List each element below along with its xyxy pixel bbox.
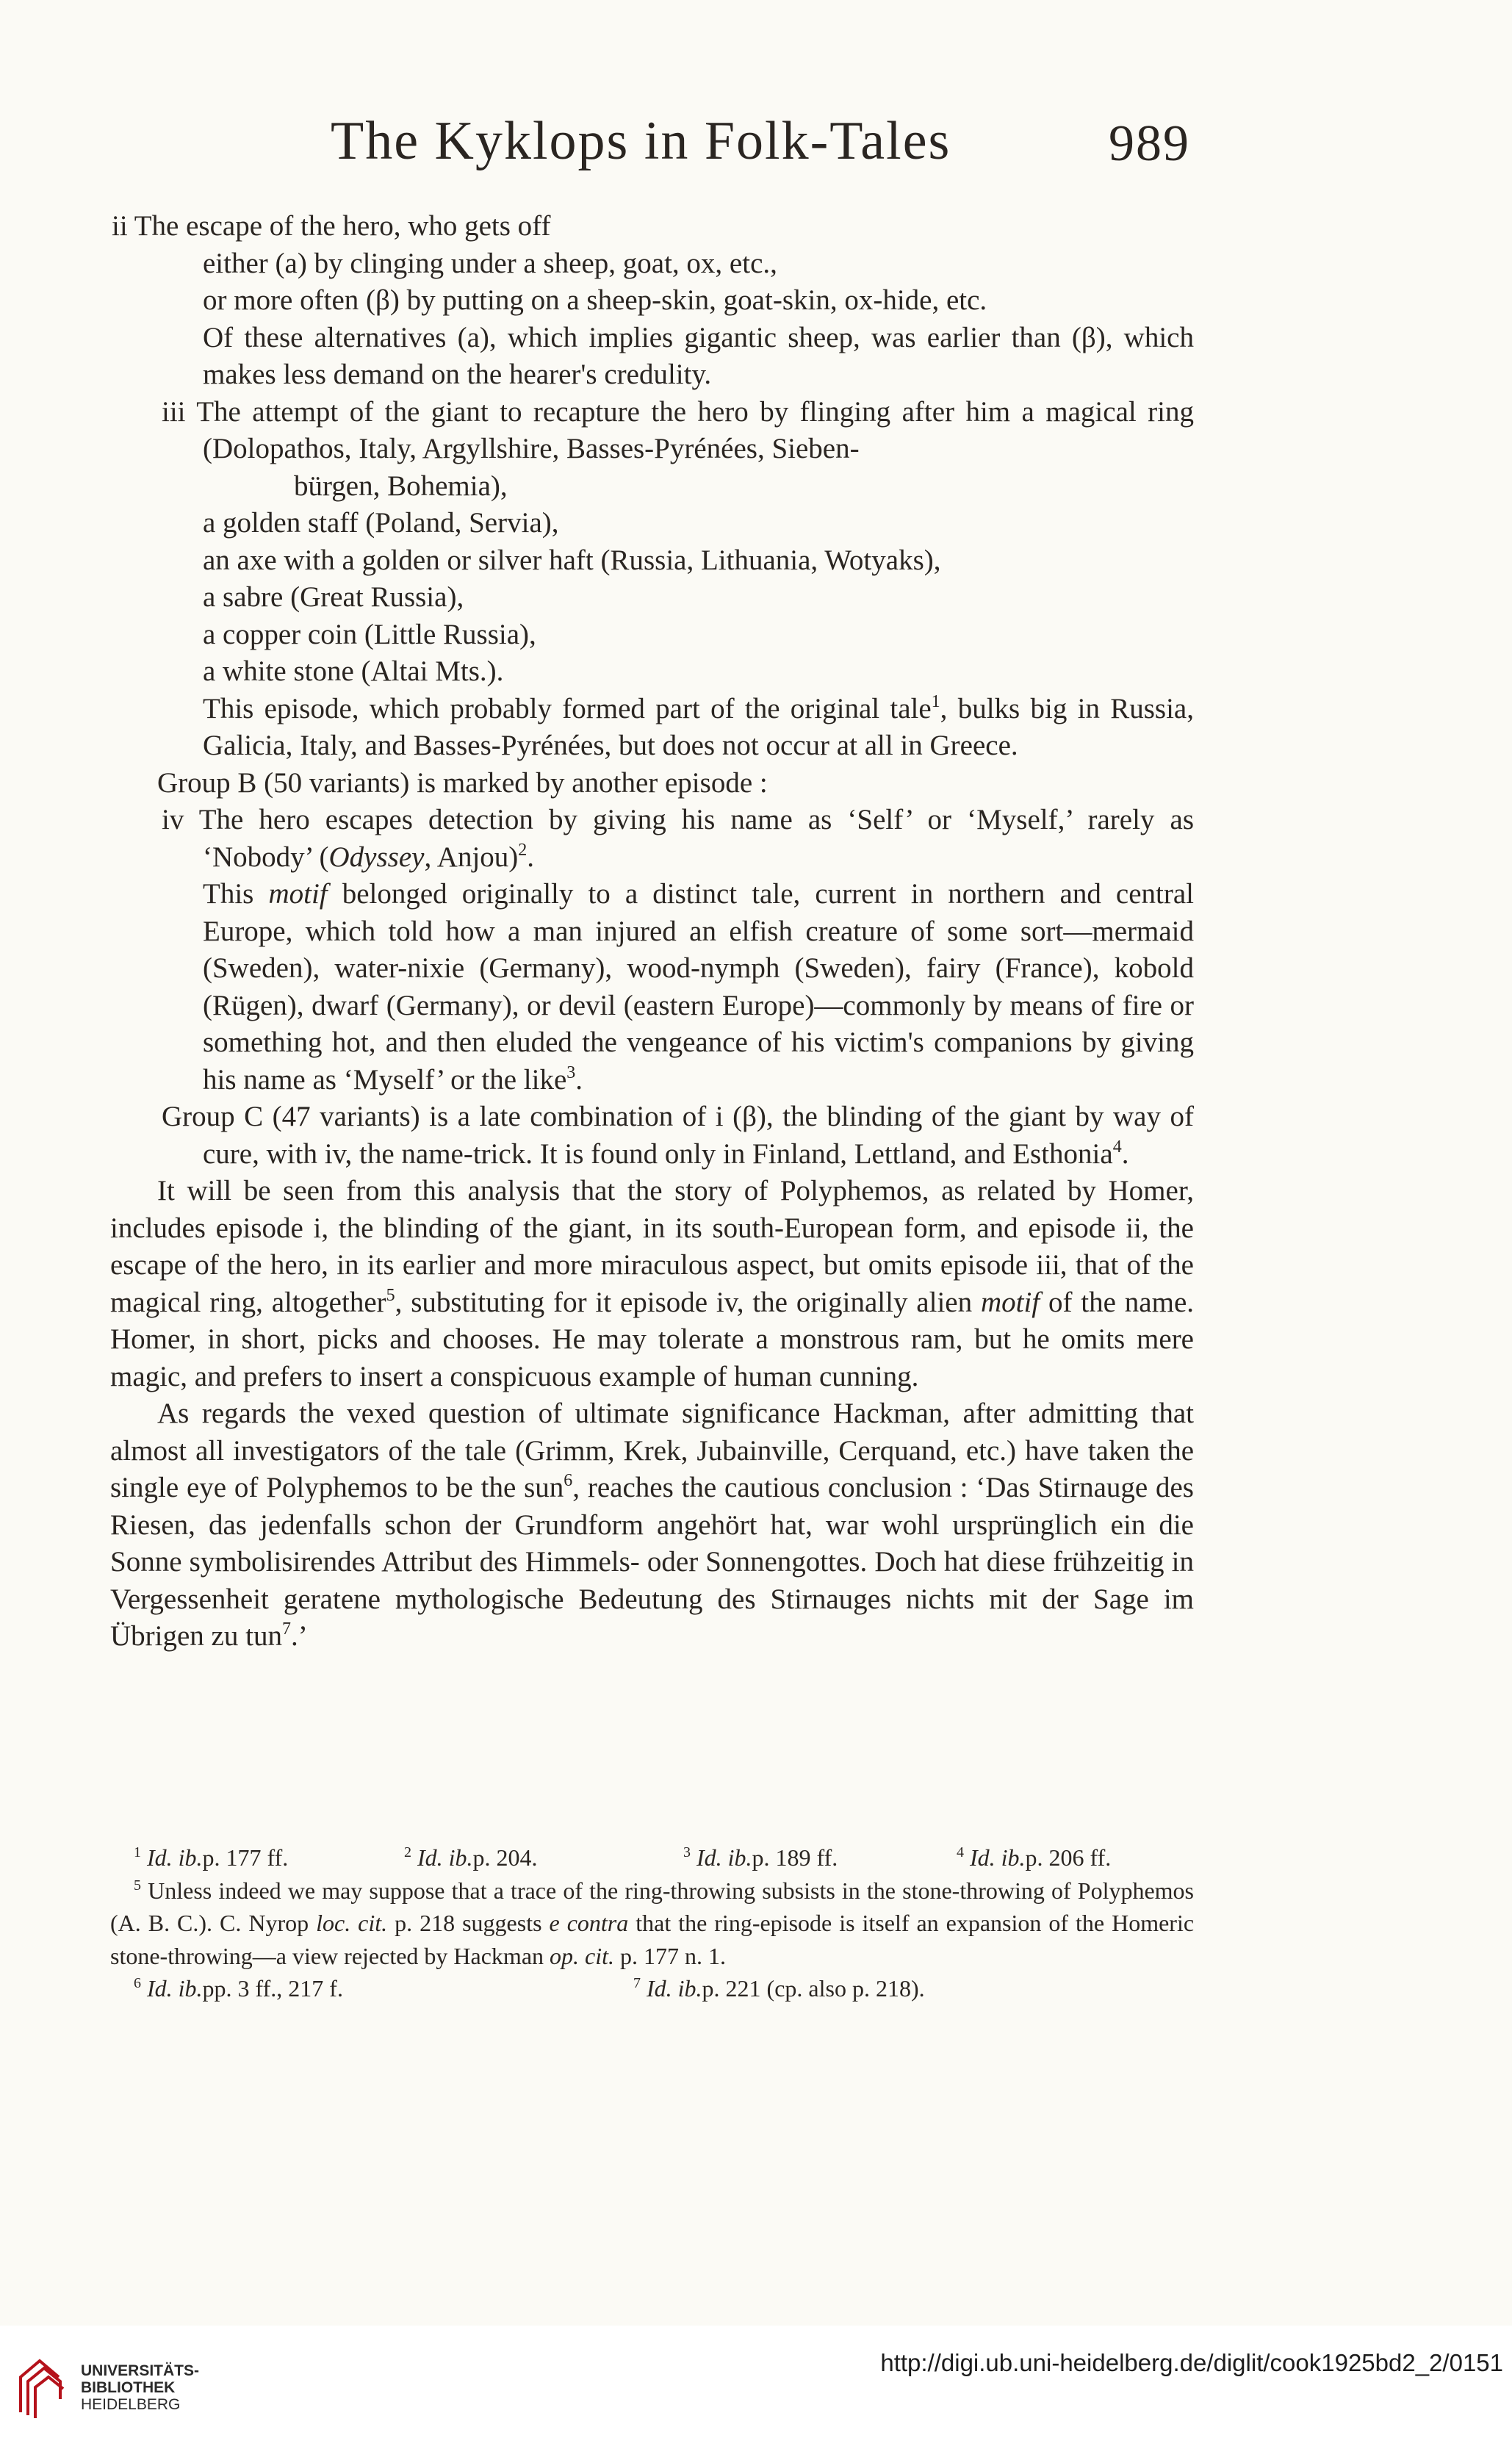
item-iii-cont: bürgen, Bohemia), xyxy=(294,470,508,502)
item-iii-axe: an axe with a golden or silver haft (Russia, Lithuania, Wotyaks), xyxy=(203,544,941,576)
footnote-ref: 2 xyxy=(518,840,528,860)
item-ii-comment: Of these alternatives (a), which implies gigantic sheep, was earlier than (β), which makes less demand on the hearer's credulity. xyxy=(203,321,1194,390)
footnote-7: 7 Id. ib.p. 221 (cp. also p. 218). xyxy=(633,1975,925,2002)
heidelberg-library-logo-icon xyxy=(15,2355,68,2421)
item-ii-heading: ii The escape of the hero, who gets off xyxy=(112,210,551,242)
library-name: UNIVERSITÄTS- BIBLIOTHEK HEIDELBERG xyxy=(81,2362,200,2413)
footnotes-row-3 xyxy=(110,1972,1194,2005)
footnote-5: $^5$ Unless indeed we may suppose that a trace of the ring-throwing subsists in the stone-throwing of Polyphemos (A. B. C.). C. Nyrop loc. cit. p. 218 suggests e contra that the ring-episode is itself an expansion of the Homeric stone-throwing—a view rejected by Hackman op. cit. p. 177 n. 1. xyxy=(110,1877,1195,1969)
footnotes-row-1 xyxy=(110,1841,1194,1874)
page-header xyxy=(110,110,1190,184)
main-text xyxy=(110,208,1194,1655)
footnote-3: 3 Id. ib.p. 189 ff. xyxy=(683,1844,838,1871)
footnote-ref: 3 xyxy=(566,1062,576,1082)
item-ii-alt-b: or more often (β) by putting on a sheep-skin, goat-skin, ox-hide, etc. xyxy=(203,284,987,316)
group-c-paragraph: Group C (47 variants) is a late combination of i (β), the blinding of the giant by way of cure, with iv, the name-trick. It is found only in Finland, Lettland, and Esthonia$^4$. xyxy=(162,1101,1194,1170)
page-number: 989 xyxy=(1109,115,1190,172)
item-iii-stone: a white stone (Altai Mts.). xyxy=(203,655,504,687)
item-iii-staff: a golden staff (Poland, Servia), xyxy=(203,507,559,539)
item-iii-sabre: a sabre (Great Russia), xyxy=(203,581,464,613)
footnote-ref: 6 xyxy=(564,1471,573,1490)
item-iv-comment: This motif belonged originally to a distinct tale, current in northern and central Europe, which told how a man injured an elfish creature of some sort—mermaid (Sweden), water-nixie (Germany), wood-nymph (Sweden), fairy (France), kobold (Rügen), dwarf (Germany), or devil (eastern Europe)—commonly by means of fire or something hot, and then eluded the vengeance of his victim's companions by giving his name as ‘Myself’ or the like$^3$. xyxy=(203,878,1194,1096)
item-iii-coin: a copper coin (Little Russia), xyxy=(203,618,536,650)
paragraph-analysis: It will be seen from this analysis that the story of Polyphemos, as related by Homer, includes episode i, the blinding of the giant, in its south-European form, and episode ii, the escape of the hero, in its earlier and more miraculous aspect, but omits episode iii, that of the magical ring, altogether$^5$, substituting for it episode iv, the originally alien motif of the name. Homer, in short, picks and chooses. He may tolerate a monstrous ram, but he omits mere magic, and prefers to insert a conspicuous example of human cunning. xyxy=(110,1175,1195,1392)
source-url-link[interactable]: http://digi.ub.uni-heidelberg.de/diglit/cook1925bd2_2/0151 xyxy=(880,2349,1503,2376)
item-iii-heading: iii The attempt of the giant to recapture the hero by flinging after him a magical ring (Dolopathos, Italy, Argyllshire, Basses-Pyrénées, Sieben- xyxy=(162,395,1194,464)
footnote-2: 2 Id. ib.p. 204. xyxy=(404,1844,538,1871)
item-iv-heading: iv The hero escapes detection by giving his name as ‘Self’ or ‘Myself,’ rarely as ‘Nobody’ (Odyssey, Anjou)$^2$. xyxy=(162,804,1194,873)
item-ii-alt-a: either (a) by clinging under a sheep, goat, ox, etc., xyxy=(203,247,777,279)
group-b-intro: Group B (50 variants) is marked by another episode : xyxy=(157,766,768,799)
library-footer xyxy=(0,2326,1512,2438)
footnote-4: 4 Id. ib.p. 206 ff. xyxy=(957,1844,1112,1871)
footnote-6: 6 Id. ib.pp. 3 ff., 217 f. xyxy=(134,1975,343,2002)
running-title: The Kyklops in Folk-Tales xyxy=(331,111,951,171)
footnotes xyxy=(110,1841,1194,2005)
footnote-ref: 7 xyxy=(281,1619,291,1639)
footnote-1: 1 Id. ib.p. 177 ff. xyxy=(134,1844,289,1871)
item-iii-comment: This episode, which probably formed part of the original tale$^1$, bulks big in Russia, Galicia, Italy, and Basses-Pyrénées, but does not occur at all in Greece. xyxy=(203,691,1194,761)
footnote-ref: 1 xyxy=(931,691,940,711)
footnote-ref: 5 xyxy=(386,1285,395,1305)
footnote-ref: 4 xyxy=(1112,1137,1122,1157)
paragraph-significance: As regards the vexed question of ultimate significance Hackman, after admitting that almost all investigators of the tale (Grimm, Krek, Jubainville, Cerquand, etc.) have taken the single eye of Polyphemos to be the sun$^6$, reaches the cautious conclusion : ‘Das Stirnauge des Riesen, das jedenfalls schon der Grundform angehört hat, war wohl ursprünglich ein die Sonne symbolisirendes Attribut des Himmels- oder Sonnengottes. Doch hat diese frühzeitig in Vergessenheit geratene mythologische Bedeutung des Stirnauges nichts mit der Sage im Übrigen zu tun$^7$.’ xyxy=(110,1398,1194,1652)
